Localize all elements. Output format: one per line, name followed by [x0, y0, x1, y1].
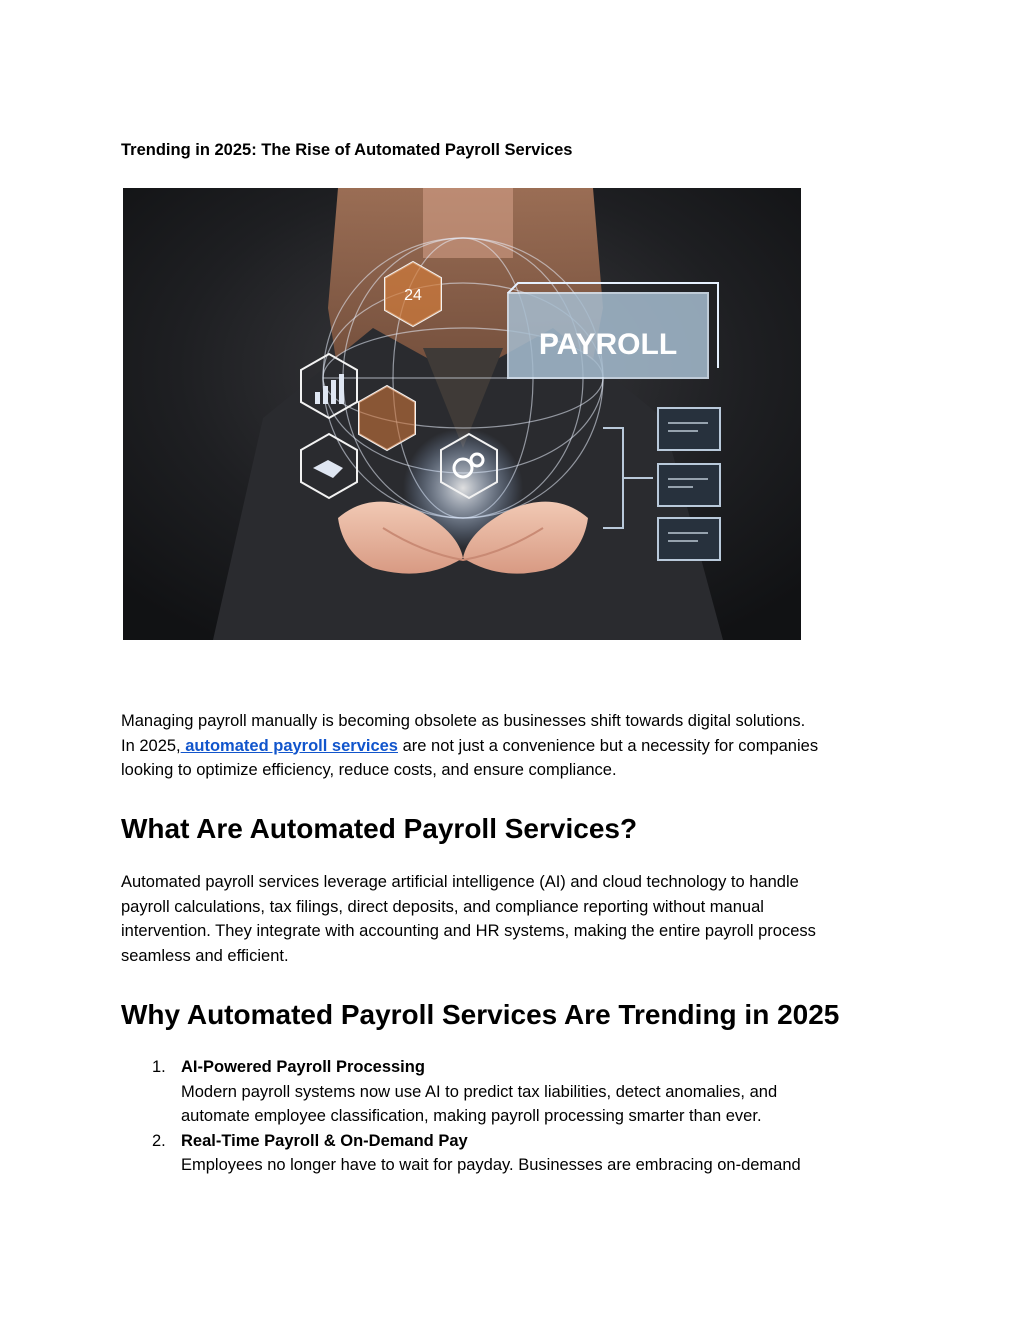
intro-line-2-prefix: In 2025, [121, 736, 181, 755]
list-item-text: Modern payroll systems now use AI to predict tax liabilities, detect anomalies, and [181, 1082, 778, 1101]
automated-payroll-services-link[interactable]: automated payroll services [180, 736, 398, 755]
section1-line: seamless and efficient. [121, 946, 289, 965]
section-heading-what-are: What Are Automated Payroll Services? [121, 813, 638, 844]
list-item [121, 1129, 911, 1178]
intro-line-2-suffix: are not just a convenience but a necessity for companies [398, 736, 819, 755]
payroll-sign-label: PAYROLL [538, 328, 678, 361]
intro-paragraph [121, 709, 911, 783]
section1-line: payroll calculations, tax filings, direct deposits, and compliance reporting without manual [121, 897, 764, 916]
section1-line: Automated payroll services leverage artificial intelligence (AI) and cloud technology to handle [121, 873, 799, 891]
intro-line-3: looking to optimize efficiency, reduce costs, and ensure compliance. [121, 761, 617, 779]
section1-paragraph [121, 870, 911, 968]
hero-image [123, 188, 801, 640]
list-item-title: Real-Time Payroll & On-Demand Pay [181, 1131, 468, 1150]
document-title: Trending in 2025: The Rise of Automated Payroll Services [121, 141, 573, 159]
list-item-number: 2. [152, 1131, 166, 1150]
trending-reasons-list [121, 1055, 911, 1178]
list-item-text: automate employee classification, making payroll processing smarter than ever. [181, 1107, 762, 1125]
section1-line: intervention. They integrate with accounting and HR systems, making the entire payroll process [121, 922, 816, 940]
badge-24-label: 24 [404, 287, 422, 304]
list-item [121, 1055, 911, 1129]
list-item-title: AI-Powered Payroll Processing [181, 1058, 425, 1076]
intro-line-1: Managing payroll manually is becoming obsolete as businesses shift towards digital solutions. [121, 712, 806, 730]
list-item-number: 1. [152, 1058, 166, 1076]
list-item-text: Employees no longer have to wait for payday. Businesses are embracing on-demand [181, 1156, 801, 1174]
section-heading-why-trending: Why Automated Payroll Services Are Trending in 2025 [121, 999, 840, 1030]
